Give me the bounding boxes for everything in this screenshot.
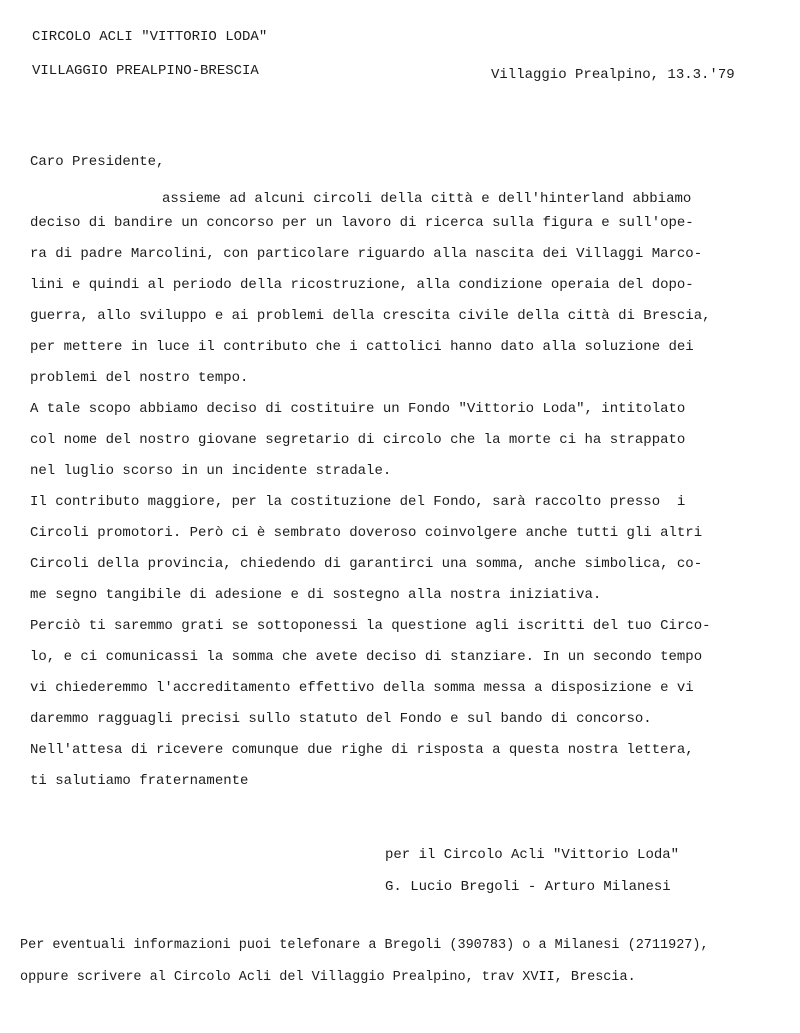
signature-names: G. Lucio Bregoli - Arturo Milanesi bbox=[385, 879, 671, 895]
body-line: deciso di bandire un concorso per un lavoro di ricerca sulla figura e sull'ope- bbox=[30, 215, 694, 231]
org-location: VILLAGGIO PREALPINO-BRESCIA bbox=[32, 63, 259, 79]
body-line: Il contributo maggiore, per la costituzione del Fondo, sarà raccolto presso i bbox=[30, 494, 686, 510]
body-line: problemi del nostro tempo. bbox=[30, 370, 249, 386]
body-line: lini e quindi al periodo della ricostruzione, alla condizione operaia del dopo- bbox=[30, 277, 694, 293]
body-line: vi chiederemmo l'accreditamento effettivo della somma messa a disposizione e vi bbox=[30, 680, 694, 696]
body-line: col nome del nostro giovane segretario di circolo che la morte ci ha strappato bbox=[30, 432, 686, 448]
body-line: daremmo ragguagli precisi sullo statuto del Fondo e sul bando di concorso. bbox=[30, 711, 652, 727]
body-line: nel luglio scorso in un incidente stradale. bbox=[30, 463, 392, 479]
footer-contact-phone: Per eventuali informazioni puoi telefonare a Bregoli (390783) o a Milanesi (2711927), bbox=[20, 938, 709, 953]
place-date: Villaggio Prealpino, 13.3.'79 bbox=[491, 67, 735, 83]
body-line: per mettere in luce il contributo che i cattolici hanno dato alla soluzione dei bbox=[30, 339, 694, 355]
signature-org: per il Circolo Acli "Vittorio Loda" bbox=[385, 847, 680, 863]
salutation: Caro Presidente, bbox=[30, 154, 165, 170]
footer-contact-address: oppure scrivere al Circolo Acli del Villaggio Prealpino, trav XVII, Brescia. bbox=[20, 970, 636, 985]
body-line: lo, e ci comunicassi la somma che avete deciso di stanziare. In un secondo tempo bbox=[30, 649, 703, 665]
body-line: ra di padre Marcolini, con particolare riguardo alla nascita dei Villaggi Marco- bbox=[30, 246, 703, 262]
body-line: me segno tangibile di adesione e di sostegno alla nostra iniziativa. bbox=[30, 587, 602, 603]
body-line: ti salutiamo fraternamente bbox=[30, 773, 249, 789]
body-line: Circoli promotori. Però ci è sembrato doveroso coinvolgere anche tutti gli altri bbox=[30, 525, 703, 541]
org-name: CIRCOLO ACLI "VITTORIO LODA" bbox=[32, 29, 268, 45]
body-line: Perciò ti saremmo grati se sottoponessi la questione agli iscritti del tuo Circo- bbox=[30, 618, 711, 634]
body-line: assieme ad alcuni circoli della città e dell'hinterland abbiamo bbox=[162, 191, 692, 207]
body-line: A tale scopo abbiamo deciso di costituire un Fondo "Vittorio Loda", intitolato bbox=[30, 401, 686, 417]
body-line: Nell'attesa di ricevere comunque due righe di risposta a questa nostra lettera, bbox=[30, 742, 694, 758]
body-line: Circoli della provincia, chiedendo di garantirci una somma, anche simbolica, co- bbox=[30, 556, 703, 572]
body-line: guerra, allo sviluppo e ai problemi della crescita civile della città di Brescia, bbox=[30, 308, 711, 324]
